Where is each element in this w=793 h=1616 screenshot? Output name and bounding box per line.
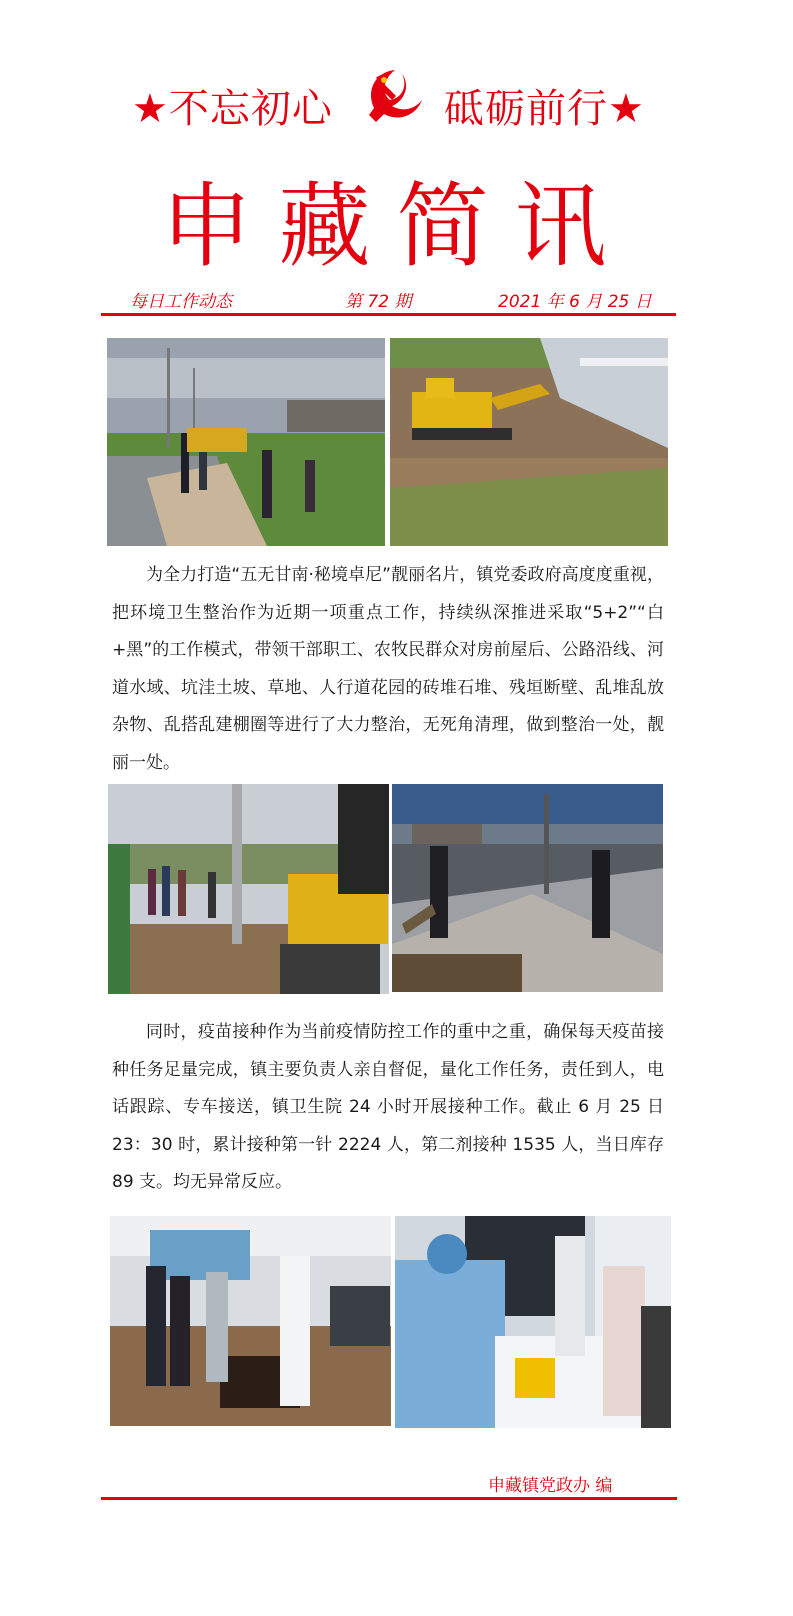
footer-divider xyxy=(101,1497,677,1500)
photo-vaccination-desk xyxy=(395,1216,671,1428)
editor-credit: 申藏镇党政办 编 xyxy=(488,1476,613,1496)
slogan-left: ★不忘初心 xyxy=(132,86,333,132)
photo-excavator-riverbank xyxy=(390,338,668,546)
photo-roadside-cleanup xyxy=(107,338,385,546)
article-paragraph-vaccination: 同时，疫苗接种作为当前疫情防控工作的重中之重，确保每天疫苗接种任务足量完成，镇主要负责人亲自督促，量化工作任务，责任到人，电话跟踪、专车接送，镇卫生院 24 小时开展接种工作。截止 6 月 25 日 23：30 时，累计接种第一针 2224 人，第二剂接种 1535 人，当日库存 89 支。均无异常反应。 xyxy=(112,1022,664,1193)
photo-villagers-excavator xyxy=(108,784,389,994)
masthead-title: 申藏简讯 xyxy=(160,173,633,280)
slogan-right: 砥砺前行★ xyxy=(444,86,645,132)
party-emblem-icon xyxy=(362,64,428,130)
photo-evening-sweeping xyxy=(392,784,663,992)
issue-date: 2021 年 6 月 25 日 xyxy=(498,292,652,312)
issue-number: 第 72 期 xyxy=(345,292,412,312)
header-divider xyxy=(101,313,676,316)
column-label: 每日工作动态 xyxy=(130,292,232,312)
article-paragraph-environment: 为全力打造“五无甘南·秘境卓尼”靓丽名片，镇党委政府高度度重视，把环境卫生整治作为近期一项重点工作，持续纵深推进采取“5+2”“白+黑”的工作模式，带领干部职工、农牧民群众对房前屋后、公路沿线、河道水域、坑洼土坡、草地、人行道花园的砖堆石堆、残垣断壁、乱堆乱放杂物、乱搭乱建棚圈等进行了大力整治，无死角清理，做到整治一处，靓丽一处。 xyxy=(112,565,664,773)
photo-clinic-registration xyxy=(110,1216,391,1426)
